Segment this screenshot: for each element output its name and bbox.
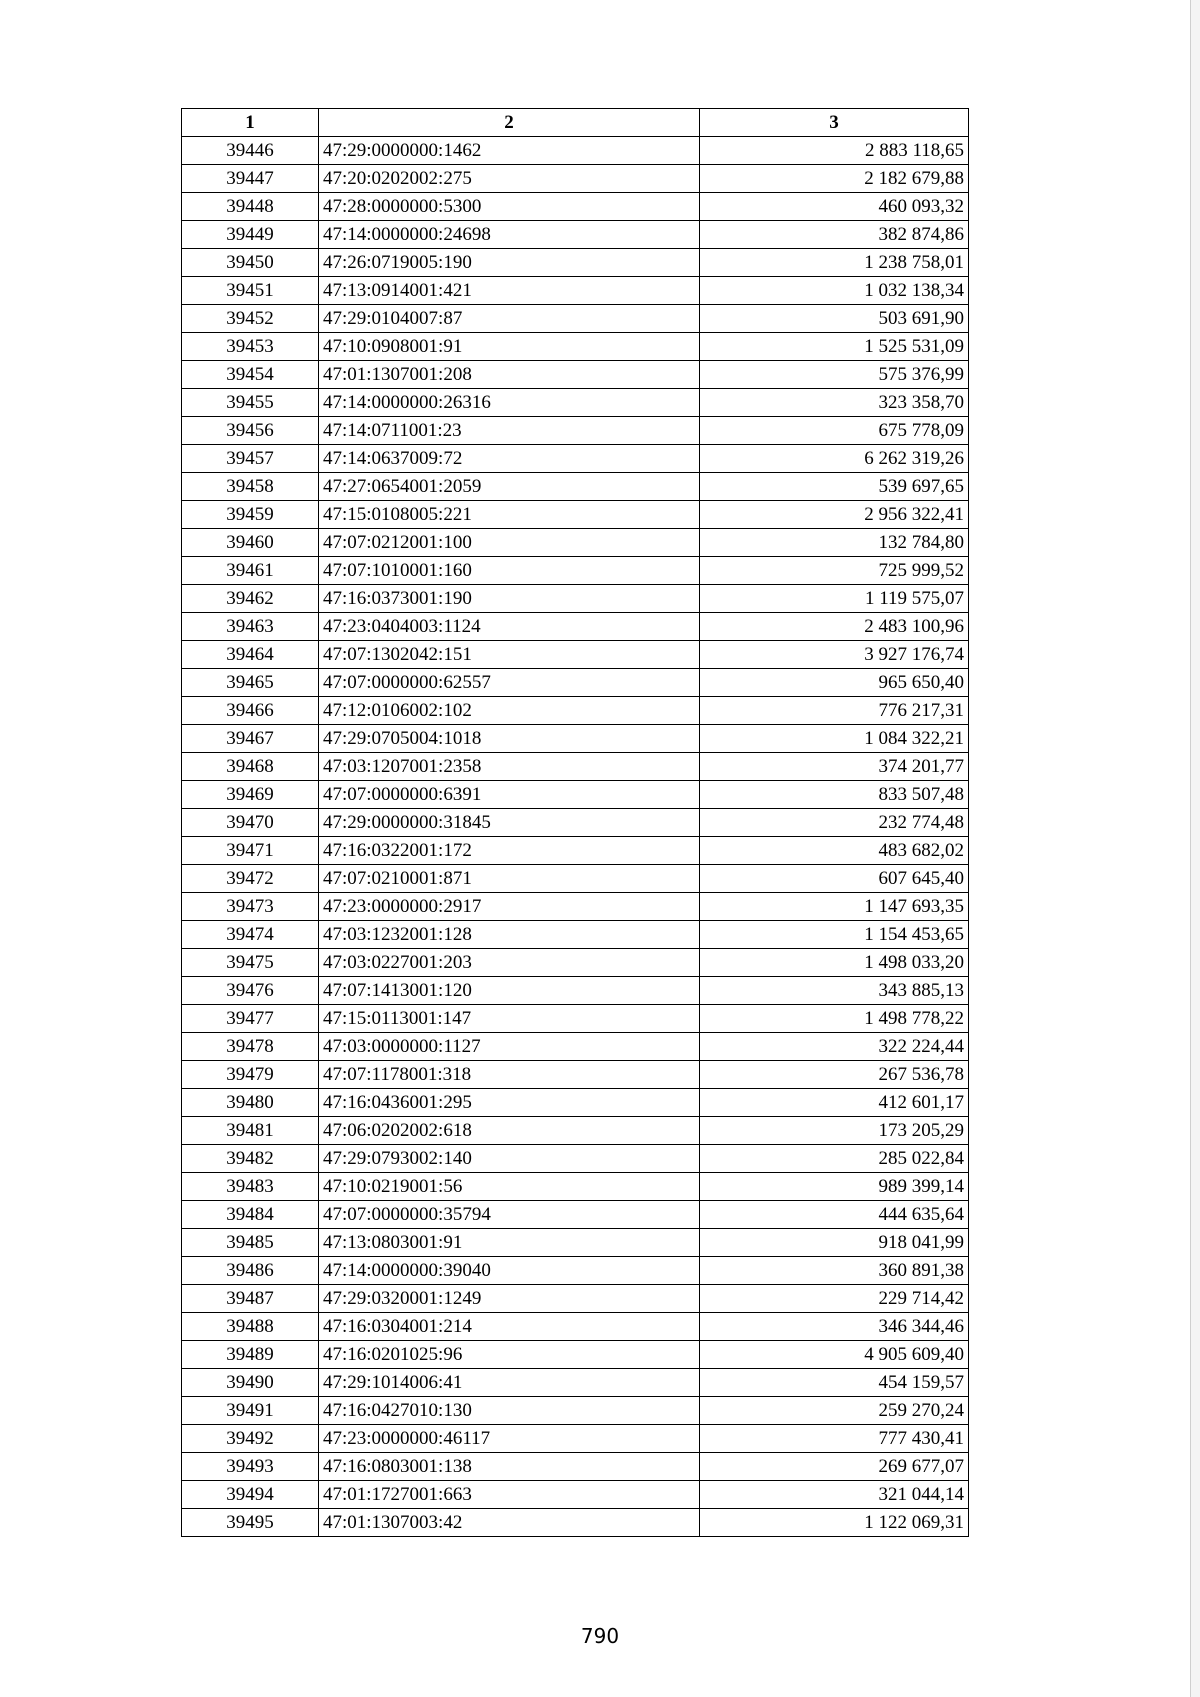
table-row bbox=[182, 333, 969, 361]
row-number-cell: 39464 bbox=[182, 641, 319, 669]
row-number-cell: 39481 bbox=[182, 1117, 319, 1145]
cadastral-value-cell: 918 041,99 bbox=[700, 1229, 969, 1257]
row-number-cell: 39463 bbox=[182, 613, 319, 641]
cadastral-value-cell: 2 883 118,65 bbox=[700, 137, 969, 165]
row-number-cell: 39471 bbox=[182, 837, 319, 865]
table-row bbox=[182, 697, 969, 725]
cadastral-number-cell: 47:12:0106002:102 bbox=[319, 697, 700, 725]
cadastral-value-cell: 1 498 778,22 bbox=[700, 1005, 969, 1033]
cadastral-value-cell: 229 714,42 bbox=[700, 1285, 969, 1313]
table-row bbox=[182, 753, 969, 781]
row-number-cell: 39495 bbox=[182, 1509, 319, 1537]
table-row bbox=[182, 1257, 969, 1285]
table-row bbox=[182, 809, 969, 837]
cadastral-number-cell: 47:03:1232001:128 bbox=[319, 921, 700, 949]
cadastral-value-cell: 725 999,52 bbox=[700, 557, 969, 585]
row-number-cell: 39453 bbox=[182, 333, 319, 361]
cadastral-value-cell: 777 430,41 bbox=[700, 1425, 969, 1453]
table-row bbox=[182, 781, 969, 809]
table-row bbox=[182, 249, 969, 277]
cadastral-value-cell: 1 032 138,34 bbox=[700, 277, 969, 305]
cadastral-number-cell: 47:26:0719005:190 bbox=[319, 249, 700, 277]
cadastral-number-cell: 47:16:0201025:96 bbox=[319, 1341, 700, 1369]
table-row bbox=[182, 1509, 969, 1537]
cadastral-number-cell: 47:07:1178001:318 bbox=[319, 1061, 700, 1089]
table-row bbox=[182, 1481, 969, 1509]
table-row bbox=[182, 557, 969, 585]
row-number-cell: 39451 bbox=[182, 277, 319, 305]
cadastral-number-cell: 47:20:0202002:275 bbox=[319, 165, 700, 193]
row-number-cell: 39459 bbox=[182, 501, 319, 529]
row-number-cell: 39458 bbox=[182, 473, 319, 501]
cadastral-number-cell: 47:10:0219001:56 bbox=[319, 1173, 700, 1201]
row-number-cell: 39484 bbox=[182, 1201, 319, 1229]
table-row bbox=[182, 613, 969, 641]
table-row bbox=[182, 445, 969, 473]
table-row bbox=[182, 921, 969, 949]
cadastral-value-cell: 2 182 679,88 bbox=[700, 165, 969, 193]
cadastral-number-cell: 47:27:0654001:2059 bbox=[319, 473, 700, 501]
cadastral-number-cell: 47:16:0304001:214 bbox=[319, 1313, 700, 1341]
table-row bbox=[182, 165, 969, 193]
table-row bbox=[182, 417, 969, 445]
row-number-cell: 39474 bbox=[182, 921, 319, 949]
table-body bbox=[182, 137, 969, 1537]
table-row bbox=[182, 501, 969, 529]
row-number-cell: 39491 bbox=[182, 1397, 319, 1425]
table-row bbox=[182, 977, 969, 1005]
cadastral-number-cell: 47:03:0227001:203 bbox=[319, 949, 700, 977]
cadastral-value-cell: 1 147 693,35 bbox=[700, 893, 969, 921]
table-row bbox=[182, 1425, 969, 1453]
cadastral-number-cell: 47:01:1727001:663 bbox=[319, 1481, 700, 1509]
row-number-cell: 39465 bbox=[182, 669, 319, 697]
cadastral-number-cell: 47:29:0793002:140 bbox=[319, 1145, 700, 1173]
table-row bbox=[182, 585, 969, 613]
cadastral-number-cell: 47:29:0000000:31845 bbox=[319, 809, 700, 837]
cadastral-value-cell: 607 645,40 bbox=[700, 865, 969, 893]
cadastral-value-cell: 444 635,64 bbox=[700, 1201, 969, 1229]
cadastral-value-cell: 575 376,99 bbox=[700, 361, 969, 389]
cadastral-value-cell: 539 697,65 bbox=[700, 473, 969, 501]
row-number-cell: 39478 bbox=[182, 1033, 319, 1061]
cadastral-value-cell: 1 154 453,65 bbox=[700, 921, 969, 949]
cadastral-value-cell: 4 905 609,40 bbox=[700, 1341, 969, 1369]
cadastral-number-cell: 47:16:0322001:172 bbox=[319, 837, 700, 865]
cadastral-value-cell: 346 344,46 bbox=[700, 1313, 969, 1341]
cadastral-number-cell: 47:29:0320001:1249 bbox=[319, 1285, 700, 1313]
row-number-cell: 39446 bbox=[182, 137, 319, 165]
table-row bbox=[182, 361, 969, 389]
cadastral-value-cell: 675 778,09 bbox=[700, 417, 969, 445]
cadastral-number-cell: 47:03:0000000:1127 bbox=[319, 1033, 700, 1061]
table-row bbox=[182, 1061, 969, 1089]
row-number-cell: 39466 bbox=[182, 697, 319, 725]
cadastral-number-cell: 47:15:0113001:147 bbox=[319, 1005, 700, 1033]
row-number-cell: 39473 bbox=[182, 893, 319, 921]
table-row bbox=[182, 1369, 969, 1397]
table-row bbox=[182, 949, 969, 977]
cadastral-number-cell: 47:23:0000000:46117 bbox=[319, 1425, 700, 1453]
row-number-cell: 39488 bbox=[182, 1313, 319, 1341]
cadastral-value-cell: 259 270,24 bbox=[700, 1397, 969, 1425]
table-row bbox=[182, 1201, 969, 1229]
cadastral-number-cell: 47:14:0000000:26316 bbox=[319, 389, 700, 417]
row-number-cell: 39479 bbox=[182, 1061, 319, 1089]
table-row bbox=[182, 221, 969, 249]
cadastral-number-cell: 47:03:1207001:2358 bbox=[319, 753, 700, 781]
row-number-cell: 39461 bbox=[182, 557, 319, 585]
table-row bbox=[182, 837, 969, 865]
row-number-cell: 39482 bbox=[182, 1145, 319, 1173]
cadastral-value-cell: 412 601,17 bbox=[700, 1089, 969, 1117]
row-number-cell: 39483 bbox=[182, 1173, 319, 1201]
row-number-cell: 39460 bbox=[182, 529, 319, 557]
row-number-cell: 39467 bbox=[182, 725, 319, 753]
cadastral-value-cell: 1 498 033,20 bbox=[700, 949, 969, 977]
row-number-cell: 39485 bbox=[182, 1229, 319, 1257]
cadastral-value-cell: 1 122 069,31 bbox=[700, 1509, 969, 1537]
row-number-cell: 39490 bbox=[182, 1369, 319, 1397]
cadastral-number-cell: 47:14:0637009:72 bbox=[319, 445, 700, 473]
row-number-cell: 39454 bbox=[182, 361, 319, 389]
table-row bbox=[182, 137, 969, 165]
cadastral-value-cell: 232 774,48 bbox=[700, 809, 969, 837]
cadastral-value-cell: 776 217,31 bbox=[700, 697, 969, 725]
cadastral-value-cell: 321 044,14 bbox=[700, 1481, 969, 1509]
cadastral-value-cell: 1 525 531,09 bbox=[700, 333, 969, 361]
row-number-cell: 39455 bbox=[182, 389, 319, 417]
cadastral-value-cell: 343 885,13 bbox=[700, 977, 969, 1005]
row-number-cell: 39449 bbox=[182, 221, 319, 249]
column-header-3: 3 bbox=[700, 109, 969, 137]
cadastral-number-cell: 47:07:0212001:100 bbox=[319, 529, 700, 557]
cadastral-number-cell: 47:29:0104007:87 bbox=[319, 305, 700, 333]
page-edge bbox=[1190, 0, 1200, 1697]
cadastral-value-cell: 6 262 319,26 bbox=[700, 445, 969, 473]
table-row bbox=[182, 1089, 969, 1117]
cadastral-number-cell: 47:13:0914001:421 bbox=[319, 277, 700, 305]
cadastral-value-cell: 1 084 322,21 bbox=[700, 725, 969, 753]
cadastral-number-cell: 47:01:1307001:208 bbox=[319, 361, 700, 389]
row-number-cell: 39489 bbox=[182, 1341, 319, 1369]
cadastral-value-cell: 989 399,14 bbox=[700, 1173, 969, 1201]
cadastral-number-cell: 47:07:1302042:151 bbox=[319, 641, 700, 669]
table-row bbox=[182, 1397, 969, 1425]
row-number-cell: 39457 bbox=[182, 445, 319, 473]
row-number-cell: 39494 bbox=[182, 1481, 319, 1509]
cadastral-number-cell: 47:07:0210001:871 bbox=[319, 865, 700, 893]
row-number-cell: 39492 bbox=[182, 1425, 319, 1453]
row-number-cell: 39476 bbox=[182, 977, 319, 1005]
cadastral-number-cell: 47:29:0705004:1018 bbox=[319, 725, 700, 753]
cadastral-number-cell: 47:16:0373001:190 bbox=[319, 585, 700, 613]
cadastral-number-cell: 47:01:1307003:42 bbox=[319, 1509, 700, 1537]
table-header-row bbox=[182, 109, 969, 137]
row-number-cell: 39477 bbox=[182, 1005, 319, 1033]
table-row bbox=[182, 893, 969, 921]
cadastral-value-cell: 3 927 176,74 bbox=[700, 641, 969, 669]
cadastral-value-cell: 322 224,44 bbox=[700, 1033, 969, 1061]
cadastral-number-cell: 47:13:0803001:91 bbox=[319, 1229, 700, 1257]
table-row bbox=[182, 473, 969, 501]
row-number-cell: 39448 bbox=[182, 193, 319, 221]
cadastral-number-cell: 47:16:0803001:138 bbox=[319, 1453, 700, 1481]
row-number-cell: 39469 bbox=[182, 781, 319, 809]
cadastral-number-cell: 47:16:0436001:295 bbox=[319, 1089, 700, 1117]
row-number-cell: 39462 bbox=[182, 585, 319, 613]
row-number-cell: 39452 bbox=[182, 305, 319, 333]
table-row bbox=[182, 1285, 969, 1313]
table-row bbox=[182, 193, 969, 221]
cadastral-number-cell: 47:07:1413001:120 bbox=[319, 977, 700, 1005]
cadastral-value-cell: 360 891,38 bbox=[700, 1257, 969, 1285]
table-row bbox=[182, 305, 969, 333]
cadastral-number-cell: 47:10:0908001:91 bbox=[319, 333, 700, 361]
table-row bbox=[182, 529, 969, 557]
cadastral-value-cell: 2 483 100,96 bbox=[700, 613, 969, 641]
table-row bbox=[182, 669, 969, 697]
cadastral-value-cell: 132 784,80 bbox=[700, 529, 969, 557]
cadastral-value-cell: 483 682,02 bbox=[700, 837, 969, 865]
cadastral-value-cell: 382 874,86 bbox=[700, 221, 969, 249]
cadastral-number-cell: 47:15:0108005:221 bbox=[319, 501, 700, 529]
table-row bbox=[182, 1117, 969, 1145]
row-number-cell: 39472 bbox=[182, 865, 319, 893]
cadastral-value-cell: 965 650,40 bbox=[700, 669, 969, 697]
row-number-cell: 39468 bbox=[182, 753, 319, 781]
cadastral-number-cell: 47:16:0427010:130 bbox=[319, 1397, 700, 1425]
table-row bbox=[182, 641, 969, 669]
cadastral-number-cell: 47:23:0404003:1124 bbox=[319, 613, 700, 641]
column-header-2: 2 bbox=[319, 109, 700, 137]
cadastral-number-cell: 47:06:0202002:618 bbox=[319, 1117, 700, 1145]
page-number: 790 bbox=[580, 1624, 620, 1648]
row-number-cell: 39487 bbox=[182, 1285, 319, 1313]
column-header-1: 1 bbox=[182, 109, 319, 137]
row-number-cell: 39450 bbox=[182, 249, 319, 277]
table-row bbox=[182, 277, 969, 305]
table-row bbox=[182, 389, 969, 417]
cadastral-number-cell: 47:29:0000000:1462 bbox=[319, 137, 700, 165]
cadastral-value-cell: 173 205,29 bbox=[700, 1117, 969, 1145]
table-row bbox=[182, 1005, 969, 1033]
cadastral-number-cell: 47:14:0711001:23 bbox=[319, 417, 700, 445]
cadastral-number-cell: 47:28:0000000:5300 bbox=[319, 193, 700, 221]
cadastral-number-cell: 47:07:0000000:62557 bbox=[319, 669, 700, 697]
cadastral-value-cell: 285 022,84 bbox=[700, 1145, 969, 1173]
table-row bbox=[182, 1229, 969, 1257]
cadastral-value-cell: 1 238 758,01 bbox=[700, 249, 969, 277]
cadastral-value-cell: 1 119 575,07 bbox=[700, 585, 969, 613]
cadastral-number-cell: 47:29:1014006:41 bbox=[319, 1369, 700, 1397]
row-number-cell: 39447 bbox=[182, 165, 319, 193]
cadastral-number-cell: 47:14:0000000:24698 bbox=[319, 221, 700, 249]
cadastral-value-cell: 267 536,78 bbox=[700, 1061, 969, 1089]
table-row bbox=[182, 1173, 969, 1201]
cadastral-value-cell: 323 358,70 bbox=[700, 389, 969, 417]
row-number-cell: 39480 bbox=[182, 1089, 319, 1117]
table-row bbox=[182, 1341, 969, 1369]
table-row bbox=[182, 865, 969, 893]
table-row bbox=[182, 1453, 969, 1481]
row-number-cell: 39486 bbox=[182, 1257, 319, 1285]
cadastral-value-table bbox=[181, 108, 969, 1537]
cadastral-value-cell: 460 093,32 bbox=[700, 193, 969, 221]
table-row bbox=[182, 1033, 969, 1061]
cadastral-value-cell: 503 691,90 bbox=[700, 305, 969, 333]
cadastral-value-cell: 454 159,57 bbox=[700, 1369, 969, 1397]
table-row bbox=[182, 725, 969, 753]
cadastral-number-cell: 47:07:1010001:160 bbox=[319, 557, 700, 585]
row-number-cell: 39475 bbox=[182, 949, 319, 977]
cadastral-number-cell: 47:23:0000000:2917 bbox=[319, 893, 700, 921]
table-row bbox=[182, 1313, 969, 1341]
cadastral-number-cell: 47:14:0000000:39040 bbox=[319, 1257, 700, 1285]
table-row bbox=[182, 1145, 969, 1173]
row-number-cell: 39470 bbox=[182, 809, 319, 837]
row-number-cell: 39456 bbox=[182, 417, 319, 445]
cadastral-value-cell: 833 507,48 bbox=[700, 781, 969, 809]
cadastral-value-cell: 269 677,07 bbox=[700, 1453, 969, 1481]
cadastral-number-cell: 47:07:0000000:35794 bbox=[319, 1201, 700, 1229]
cadastral-value-cell: 2 956 322,41 bbox=[700, 501, 969, 529]
row-number-cell: 39493 bbox=[182, 1453, 319, 1481]
cadastral-number-cell: 47:07:0000000:6391 bbox=[319, 781, 700, 809]
cadastral-value-cell: 374 201,77 bbox=[700, 753, 969, 781]
